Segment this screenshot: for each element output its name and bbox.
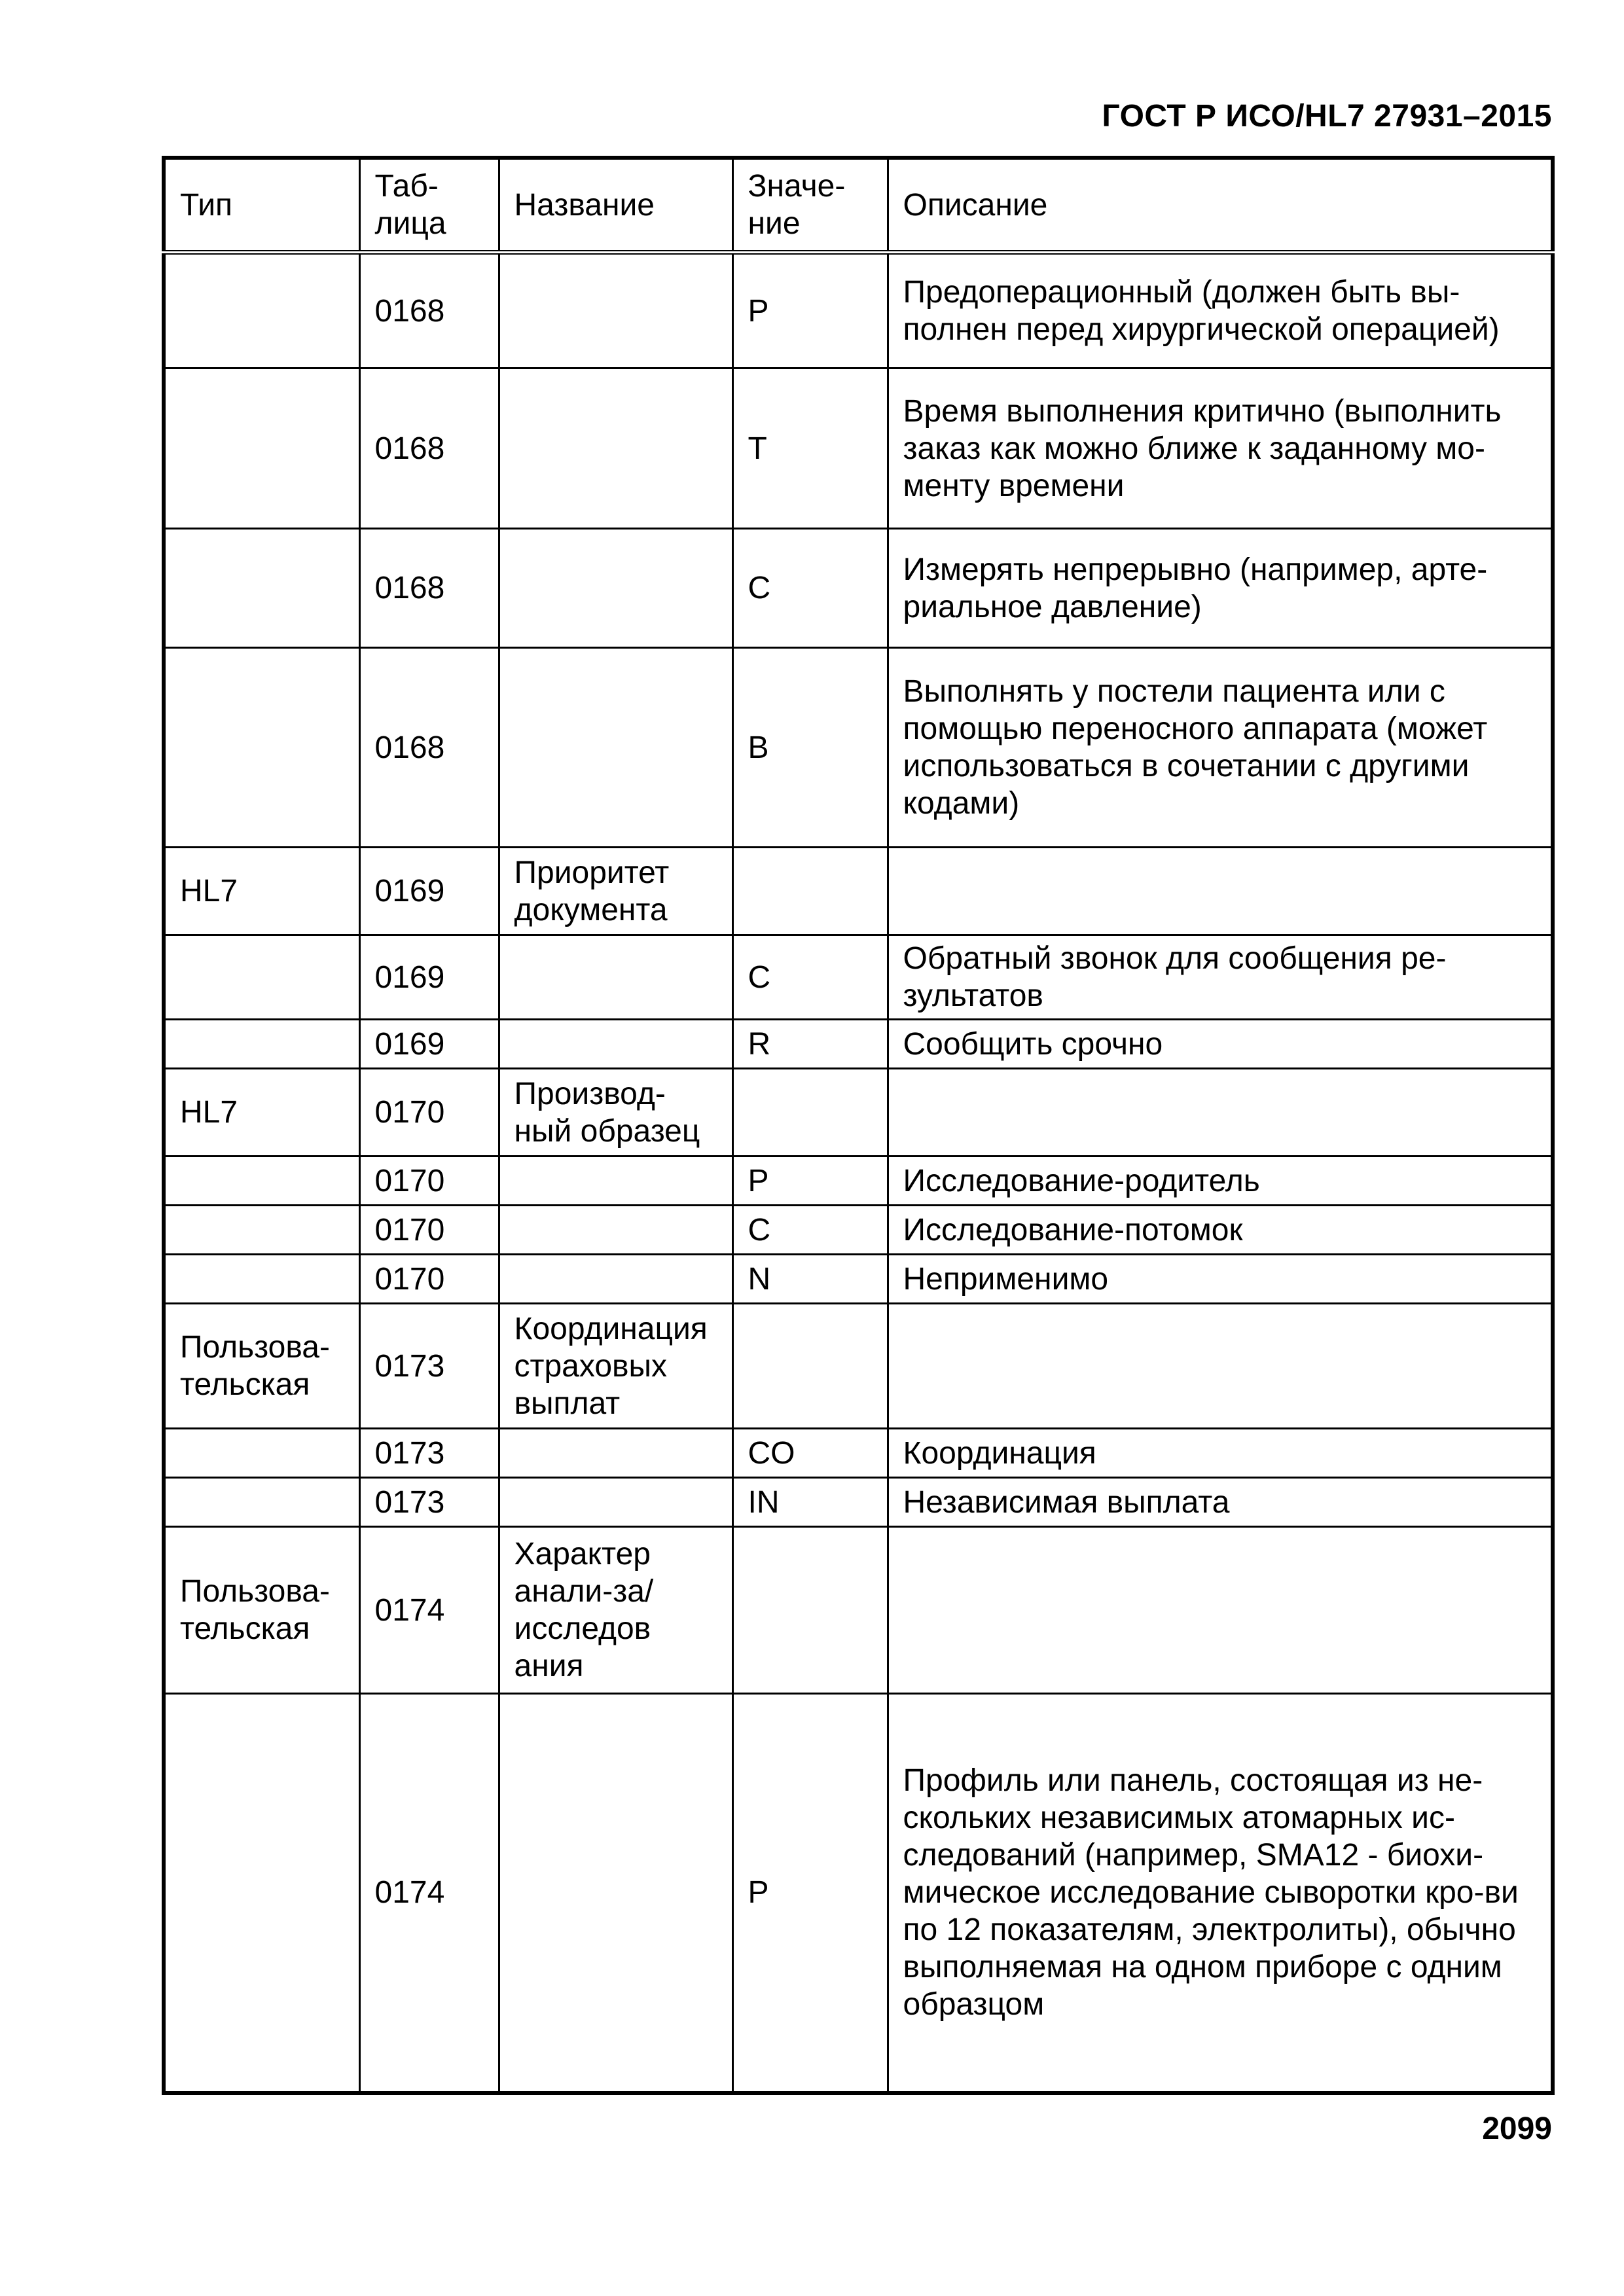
table-row — [164, 1429, 1553, 1478]
table-row — [164, 1478, 1553, 1527]
document-header: ГОСТ Р ИСО/HL7 27931–2015 — [1102, 99, 1552, 134]
value-cell: IN — [732, 1478, 888, 1527]
table-row — [164, 848, 1553, 935]
description-cell — [888, 1304, 1553, 1429]
column-header-name: Название — [499, 158, 732, 253]
name-cell: Производ-ный образец — [499, 1069, 732, 1157]
description-cell: Измерять непрерывно (например, арте-риальное давление) — [888, 529, 1553, 648]
table-row — [164, 1304, 1553, 1429]
name-cell: Приоритет документа — [499, 848, 732, 935]
type-cell — [164, 648, 359, 848]
description-cell: Исследование-родитель — [888, 1157, 1553, 1206]
description-cell: Профиль или панель, состоящая из не-скольких независимых атомарных ис-следований (например, SMA12 - биохи-мическое исследование сыворотки кро-ви по 12 показателям, электролиты), обычно выполняемая на одном приборе с одним образцом — [888, 1694, 1553, 2093]
table-row — [164, 368, 1553, 529]
table-number-cell: 0174 — [359, 1694, 499, 2093]
table-row — [164, 1694, 1553, 2093]
description-cell: Исследование-потомок — [888, 1206, 1553, 1255]
table-number-cell: 0168 — [359, 529, 499, 648]
page-number: 2099 — [1482, 2111, 1552, 2146]
type-cell — [164, 529, 359, 648]
column-header-table: Таб- лица — [359, 158, 499, 253]
name-cell — [499, 648, 732, 848]
type-cell — [164, 935, 359, 1020]
value-cell: P — [732, 1694, 888, 2093]
type-cell — [164, 1206, 359, 1255]
type-cell — [164, 253, 359, 368]
column-header-description: Описание — [888, 158, 1553, 253]
column-header-type: Тип — [164, 158, 359, 253]
table-number-cell: 0173 — [359, 1304, 499, 1429]
name-cell — [499, 529, 732, 648]
name-cell — [499, 1020, 732, 1069]
type-cell — [164, 368, 359, 529]
table-row — [164, 648, 1553, 848]
description-cell: Сообщить срочно — [888, 1020, 1553, 1069]
value-cell: C — [732, 935, 888, 1020]
name-cell: Координация страховых выплат — [499, 1304, 732, 1429]
table-number-cell: 0173 — [359, 1478, 499, 1527]
type-cell — [164, 1429, 359, 1478]
name-cell — [499, 368, 732, 529]
description-cell — [888, 848, 1553, 935]
table-number-cell: 0168 — [359, 368, 499, 529]
table-row — [164, 529, 1553, 648]
value-cell: P — [732, 1157, 888, 1206]
table-row — [164, 1255, 1553, 1304]
type-cell: Пользова-тельская — [164, 1527, 359, 1694]
name-cell — [499, 935, 732, 1020]
table-number-cell: 0170 — [359, 1206, 499, 1255]
description-cell: Неприменимо — [888, 1255, 1553, 1304]
name-cell — [499, 1157, 732, 1206]
type-cell: HL7 — [164, 848, 359, 935]
description-cell: Время выполнения критично (выполнить заказ как можно ближе к заданному мо-менту времени — [888, 368, 1553, 529]
table-number-cell: 0173 — [359, 1429, 499, 1478]
table-row — [164, 1157, 1553, 1206]
description-cell: Выполнять у постели пациента или с помощью переносного аппарата (может использоваться в сочетании с другими кодами) — [888, 648, 1553, 848]
value-cell — [732, 848, 888, 935]
table-number-cell: 0170 — [359, 1069, 499, 1157]
table-number-cell: 0168 — [359, 648, 499, 848]
description-cell: Координация — [888, 1429, 1553, 1478]
type-cell: HL7 — [164, 1069, 359, 1157]
type-cell — [164, 1478, 359, 1527]
code-table — [162, 156, 1555, 2095]
table-number-cell: 0170 — [359, 1255, 499, 1304]
table-number-cell: 0170 — [359, 1157, 499, 1206]
value-cell: C — [732, 1206, 888, 1255]
table-number-cell: 0169 — [359, 935, 499, 1020]
type-cell — [164, 1157, 359, 1206]
table-row — [164, 935, 1553, 1020]
description-cell: Независимая выплата — [888, 1478, 1553, 1527]
value-cell: T — [732, 368, 888, 529]
description-cell — [888, 1527, 1553, 1694]
table-row — [164, 253, 1553, 368]
name-cell — [499, 1429, 732, 1478]
value-cell: P — [732, 253, 888, 368]
description-cell: Предоперационный (должен быть вы-полнен перед хирургической операцией) — [888, 253, 1553, 368]
type-cell — [164, 1694, 359, 2093]
value-cell: R — [732, 1020, 888, 1069]
type-cell — [164, 1255, 359, 1304]
name-cell — [499, 1694, 732, 2093]
name-cell — [499, 1255, 732, 1304]
table-row — [164, 1020, 1553, 1069]
table-number-cell: 0168 — [359, 253, 499, 368]
table-body — [164, 253, 1553, 2093]
table-row — [164, 1527, 1553, 1694]
name-cell — [499, 253, 732, 368]
description-cell — [888, 1069, 1553, 1157]
table-number-cell: 0169 — [359, 848, 499, 935]
name-cell — [499, 1478, 732, 1527]
value-cell: CO — [732, 1429, 888, 1478]
description-cell: Обратный звонок для сообщения ре-зультатов — [888, 935, 1553, 1020]
value-cell: C — [732, 529, 888, 648]
value-cell: N — [732, 1255, 888, 1304]
table-number-cell: 0174 — [359, 1527, 499, 1694]
type-cell: Пользова-тельская — [164, 1304, 359, 1429]
table-number-cell: 0169 — [359, 1020, 499, 1069]
header-row — [164, 158, 1553, 253]
column-header-value: Значе- ние — [732, 158, 888, 253]
value-cell: B — [732, 648, 888, 848]
table-row — [164, 1206, 1553, 1255]
type-cell — [164, 1020, 359, 1069]
name-cell — [499, 1206, 732, 1255]
value-cell — [732, 1304, 888, 1429]
value-cell — [732, 1069, 888, 1157]
table-row — [164, 1069, 1553, 1157]
value-cell — [732, 1527, 888, 1694]
name-cell: Характер анали-за/исследов ания — [499, 1527, 732, 1694]
